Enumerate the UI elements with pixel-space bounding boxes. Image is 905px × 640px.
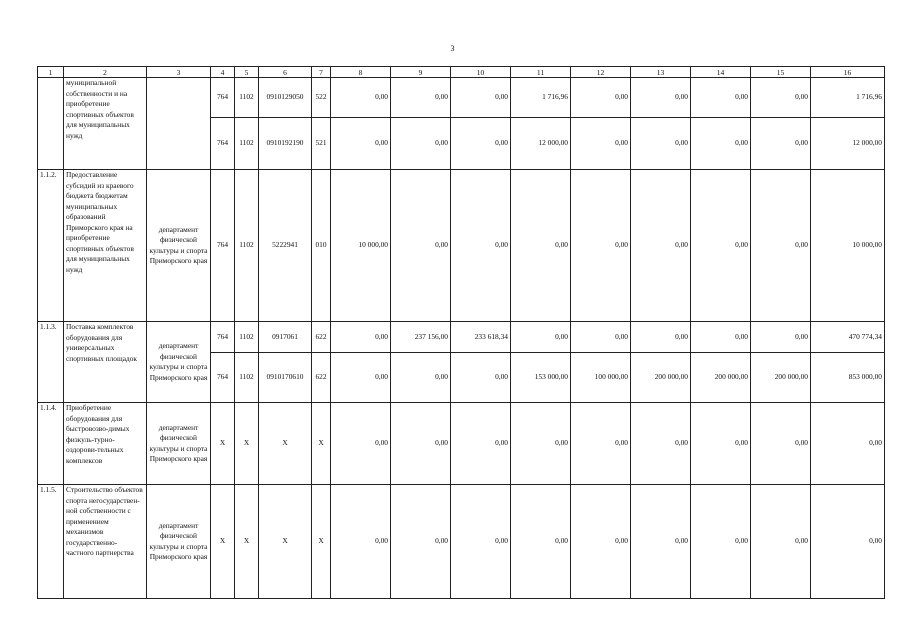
year-value: 0,00	[331, 485, 391, 599]
item-number	[38, 78, 64, 170]
table-row	[38, 170, 885, 322]
section-code: 1102	[235, 170, 259, 322]
year-value: 0,00	[571, 403, 631, 485]
year-value: 0,00	[751, 485, 811, 599]
year-value: 0,00	[451, 118, 511, 170]
year-value: 0,00	[631, 118, 691, 170]
header-cell: 7	[312, 67, 331, 78]
header-cell: 12	[571, 67, 631, 78]
executor	[147, 78, 211, 170]
year-value: 0,00	[571, 322, 631, 353]
year-value: 0,00	[331, 322, 391, 353]
table-body	[38, 67, 885, 599]
year-value: 237 156,00	[391, 322, 451, 353]
total-value: 12 000,00	[811, 118, 885, 170]
ministry-code: 764	[211, 322, 235, 353]
year-value: 0,00	[331, 78, 391, 118]
total-value: 0,00	[811, 485, 885, 599]
executor: департамент физической культуры и спорта Приморского края	[147, 322, 211, 403]
item-name: Приобретение оборудования для быстровозво-димых физкуль-турно-оздорови-тельных комплексов	[64, 403, 147, 485]
header-cell: 16	[811, 67, 885, 78]
section-code: 1102	[235, 322, 259, 353]
year-value: 0,00	[391, 353, 451, 403]
item-number: 1.1.5.	[38, 485, 64, 599]
year-value: 0,00	[451, 353, 511, 403]
table-row	[38, 78, 885, 118]
expense-code: X	[312, 485, 331, 599]
ministry-code: 764	[211, 78, 235, 118]
year-value: 0,00	[391, 170, 451, 322]
year-value: 0,00	[631, 403, 691, 485]
table-row	[38, 322, 885, 353]
year-value: 0,00	[391, 485, 451, 599]
target-code: 0910192190	[259, 118, 312, 170]
item-number: 1.1.3.	[38, 322, 64, 403]
header-row	[38, 67, 885, 78]
total-value: 853 000,00	[811, 353, 885, 403]
expense-code: 010	[312, 170, 331, 322]
year-value: 0,00	[751, 118, 811, 170]
budget-table	[37, 66, 885, 599]
executor: департамент физической культуры и спорта Приморского края	[147, 403, 211, 485]
expense-code: 521	[312, 118, 331, 170]
year-value: 0,00	[331, 118, 391, 170]
year-value: 0,00	[751, 322, 811, 353]
year-value: 0,00	[571, 170, 631, 322]
year-value: 200 000,00	[631, 353, 691, 403]
year-value: 0,00	[391, 403, 451, 485]
total-value: 470 774,34	[811, 322, 885, 353]
year-value: 0,00	[751, 403, 811, 485]
section-code: 1102	[235, 118, 259, 170]
year-value: 0,00	[391, 78, 451, 118]
page-number: 3	[450, 44, 455, 53]
section-code: X	[235, 485, 259, 599]
header-cell: 14	[691, 67, 751, 78]
section-code: 1102	[235, 353, 259, 403]
target-code: X	[259, 485, 312, 599]
year-value: 0,00	[451, 403, 511, 485]
year-value: 0,00	[511, 322, 571, 353]
section-code: X	[235, 403, 259, 485]
header-cell: 13	[631, 67, 691, 78]
target-code: X	[259, 403, 312, 485]
year-value: 0,00	[511, 485, 571, 599]
year-value: 0,00	[691, 118, 751, 170]
header-cell: 2	[64, 67, 147, 78]
header-cell: 4	[211, 67, 235, 78]
year-value: 0,00	[691, 322, 751, 353]
ministry-code: X	[211, 485, 235, 599]
executor: департамент физической культуры и спорта Приморского края	[147, 485, 211, 599]
target-code: 0910129050	[259, 78, 312, 118]
expense-code: 522	[312, 78, 331, 118]
ministry-code: X	[211, 403, 235, 485]
year-value: 0,00	[511, 170, 571, 322]
year-value: 0,00	[631, 322, 691, 353]
year-value: 0,00	[691, 403, 751, 485]
expense-code: 622	[312, 353, 331, 403]
year-value: 233 618,34	[451, 322, 511, 353]
expense-code: 622	[312, 322, 331, 353]
header-cell: 1	[38, 67, 64, 78]
header-cell: 3	[147, 67, 211, 78]
item-name: Строительство объектов спорта негосударствен-ной собственности с применением механизмов государственно-частного партнерства	[64, 485, 147, 599]
year-value: 100 000,00	[571, 353, 631, 403]
header-cell: 10	[451, 67, 511, 78]
year-value: 200 000,00	[751, 353, 811, 403]
year-value: 0,00	[451, 78, 511, 118]
item-number: 1.1.2.	[38, 170, 64, 322]
year-value: 10 000,00	[331, 170, 391, 322]
year-value: 0,00	[631, 170, 691, 322]
year-value: 0,00	[571, 485, 631, 599]
year-value: 0,00	[751, 78, 811, 118]
year-value: 0,00	[451, 170, 511, 322]
item-name: муниципальной собственности и на приобретение спортивных объектов для муниципальных нужд	[64, 78, 147, 170]
year-value: 0,00	[691, 170, 751, 322]
year-value: 0,00	[691, 78, 751, 118]
year-value: 0,00	[451, 485, 511, 599]
year-value: 0,00	[751, 170, 811, 322]
year-value: 0,00	[511, 403, 571, 485]
section-code: 1102	[235, 78, 259, 118]
total-value: 10 000,00	[811, 170, 885, 322]
total-value: 0,00	[811, 403, 885, 485]
ministry-code: 764	[211, 353, 235, 403]
year-value: 200 000,00	[691, 353, 751, 403]
item-name: Предоставление субсидий из краевого бюджета бюджетам муниципальных образований Приморского края на приобретение спортивных объектов для муниципальных нужд	[64, 170, 147, 322]
ministry-code: 764	[211, 170, 235, 322]
header-cell: 9	[391, 67, 451, 78]
year-value: 0,00	[331, 403, 391, 485]
item-number: 1.1.4.	[38, 403, 64, 485]
target-code: 5222941	[259, 170, 312, 322]
ministry-code: 764	[211, 118, 235, 170]
header-cell: 8	[331, 67, 391, 78]
header-cell: 6	[259, 67, 312, 78]
item-name: Поставка комплектов оборудования для универсальных спортивных площадок	[64, 322, 147, 403]
target-code: 0910170610	[259, 353, 312, 403]
header-cell: 5	[235, 67, 259, 78]
year-value: 0,00	[571, 78, 631, 118]
executor: департамент физической культуры и спорта Приморского края	[147, 170, 211, 322]
year-value: 0,00	[331, 353, 391, 403]
year-value: 0,00	[631, 485, 691, 599]
year-value: 12 000,00	[511, 118, 571, 170]
target-code: 0917061	[259, 322, 312, 353]
table-row	[38, 403, 885, 485]
year-value: 0,00	[571, 118, 631, 170]
header-cell: 15	[751, 67, 811, 78]
header-cell: 11	[511, 67, 571, 78]
expense-code: X	[312, 403, 331, 485]
year-value: 0,00	[691, 485, 751, 599]
year-value: 153 000,00	[511, 353, 571, 403]
total-value: 1 716,96	[811, 78, 885, 118]
year-value: 0,00	[391, 118, 451, 170]
year-value: 0,00	[631, 78, 691, 118]
year-value: 1 716,96	[511, 78, 571, 118]
table-row	[38, 485, 885, 599]
